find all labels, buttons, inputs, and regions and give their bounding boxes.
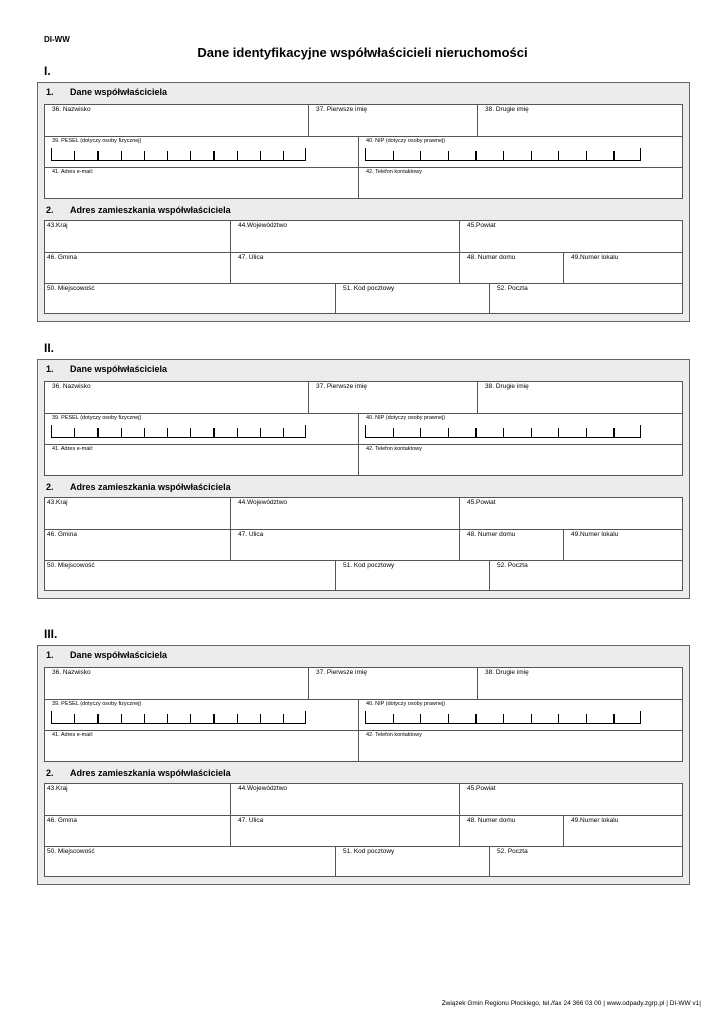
digit-box-divider <box>558 714 559 723</box>
page-footer: Związek Gmin Regionu Płockiego, tel./fax 24 366 03 00 | www.odpady.zgrp.pl | DI-WW v1| <box>441 1000 701 1007</box>
email-field[interactable]: 41. Adres e-mail: <box>52 169 94 175</box>
digit-box-divider <box>503 714 504 723</box>
owner-data-grid <box>44 381 683 476</box>
postal-code-field[interactable]: 51. Kod pocztowy <box>335 561 489 591</box>
digit-box-divider <box>393 428 394 437</box>
digit-box-divider <box>640 425 641 437</box>
country-field[interactable]: 43.Kraj <box>47 785 68 792</box>
digit-box-divider <box>121 151 122 160</box>
apartment-number-field[interactable]: 49.Numer lokalu <box>563 530 684 560</box>
digit-box-divider <box>167 151 168 160</box>
digit-box-divider <box>613 714 614 723</box>
voivodeship-field[interactable]: 44.Województwo <box>230 498 459 529</box>
post-office-field[interactable]: 52. Poczta <box>489 561 684 591</box>
house-number-field[interactable]: 48. Numer domu <box>459 253 563 283</box>
digit-box-divider <box>51 148 52 160</box>
surname-field[interactable]: 36. Nazwisko <box>52 106 91 113</box>
postal-code-field[interactable]: 51. Kod pocztowy <box>335 284 489 314</box>
digit-box-divider <box>365 711 366 723</box>
digit-box-divider <box>613 428 614 437</box>
surname-field[interactable]: 36. Nazwisko <box>52 383 91 390</box>
second-name-field[interactable]: 38. Drugie imię <box>477 382 684 413</box>
digit-box-divider <box>144 151 145 160</box>
nip-digit-boxes[interactable] <box>365 426 641 438</box>
subsection-header-address: 2. Adres zamieszkania współwłaściciela <box>46 768 231 778</box>
digit-box-divider <box>475 428 476 437</box>
locality-field[interactable]: 50. Miejscowość <box>47 562 95 569</box>
form-code: DI-WW <box>44 35 70 44</box>
pesel-field[interactable]: 39. PESEL (dotyczy osoby fizycznej) <box>45 414 358 444</box>
pesel-field[interactable]: 39. PESEL (dotyczy osoby fizycznej) <box>45 137 358 167</box>
digit-box-divider <box>51 711 52 723</box>
email-field[interactable]: 41. Adres e-mail: <box>52 446 94 452</box>
address-grid <box>44 497 683 591</box>
coowner-section-1 <box>37 82 690 322</box>
digit-box-divider <box>237 428 238 437</box>
street-field[interactable]: 47. Ulica <box>230 253 459 283</box>
pesel-digit-boxes[interactable] <box>51 426 306 438</box>
digit-box-divider <box>74 714 75 723</box>
digit-box-divider <box>448 151 449 160</box>
digit-box-divider <box>558 428 559 437</box>
nip-digit-boxes[interactable] <box>365 149 641 161</box>
digit-box-divider <box>121 428 122 437</box>
county-field[interactable]: 45.Powiat <box>459 221 684 252</box>
country-field[interactable]: 43.Kraj <box>47 499 68 506</box>
digit-box-divider <box>420 151 421 160</box>
digit-box-divider <box>586 151 587 160</box>
digit-box-divider <box>305 425 306 437</box>
address-grid <box>44 783 683 877</box>
locality-field[interactable]: 50. Miejscowość <box>47 848 95 855</box>
section-numeral: III. <box>44 627 58 641</box>
digit-box-divider <box>393 714 394 723</box>
section-numeral: I. <box>44 64 51 78</box>
digit-box-divider <box>531 151 532 160</box>
nip-field[interactable]: 40. NIP (dotyczy osoby prawnej) <box>358 700 684 730</box>
digit-box-divider <box>190 428 191 437</box>
digit-box-divider <box>260 714 261 723</box>
phone-field[interactable]: 42. Telefon kontaktowy <box>358 168 684 198</box>
digit-box-divider <box>503 428 504 437</box>
county-field[interactable]: 45.Powiat <box>459 498 684 529</box>
digit-box-divider <box>640 711 641 723</box>
municipality-field[interactable]: 46. Gmina <box>47 817 77 824</box>
surname-field[interactable]: 36. Nazwisko <box>52 669 91 676</box>
digit-box-divider <box>144 428 145 437</box>
digit-box-divider <box>448 714 449 723</box>
digit-box-divider <box>613 151 614 160</box>
digit-box-divider <box>503 151 504 160</box>
voivodeship-field[interactable]: 44.Województwo <box>230 221 459 252</box>
digit-box-divider <box>283 714 284 723</box>
pesel-digit-boxes[interactable] <box>51 712 306 724</box>
county-field[interactable]: 45.Powiat <box>459 784 684 815</box>
subsection-header-address: 2. Adres zamieszkania współwłaściciela <box>46 482 231 492</box>
subsection-header-address: 2. Adres zamieszkania współwłaściciela <box>46 205 231 215</box>
post-office-field[interactable]: 52. Poczta <box>489 847 684 877</box>
digit-box-divider <box>213 151 214 160</box>
coowner-section-2 <box>37 359 690 599</box>
digit-box-divider <box>190 714 191 723</box>
digit-box-divider <box>237 714 238 723</box>
digit-box-divider <box>74 151 75 160</box>
owner-data-grid <box>44 104 683 199</box>
coowner-section-3 <box>37 645 690 885</box>
digit-box-divider <box>260 428 261 437</box>
phone-field[interactable]: 42. Telefon kontaktowy <box>358 731 684 761</box>
digit-box-divider <box>97 151 98 160</box>
digit-box-divider <box>531 428 532 437</box>
second-name-field[interactable]: 38. Drugie imię <box>477 105 684 136</box>
pesel-field[interactable]: 39. PESEL (dotyczy osoby fizycznej) <box>45 700 358 730</box>
digit-box-divider <box>475 714 476 723</box>
digit-box-divider <box>167 428 168 437</box>
digit-box-divider <box>475 151 476 160</box>
digit-box-divider <box>283 428 284 437</box>
email-field[interactable]: 41. Adres e-mail: <box>52 732 94 738</box>
digit-box-divider <box>640 148 641 160</box>
digit-box-divider <box>74 428 75 437</box>
digit-box-divider <box>393 151 394 160</box>
digit-box-divider <box>305 148 306 160</box>
locality-field[interactable]: 50. Miejscowość <box>47 285 95 292</box>
subsection-header-owner-data: 1. Dane współwłaściciela <box>46 650 168 660</box>
pesel-digit-boxes[interactable] <box>51 149 306 161</box>
digit-box-divider <box>365 148 366 160</box>
municipality-field[interactable]: 46. Gmina <box>47 531 77 538</box>
digit-box-divider <box>586 714 587 723</box>
digit-box-divider <box>167 714 168 723</box>
postal-code-field[interactable]: 51. Kod pocztowy <box>335 847 489 877</box>
digit-box-divider <box>558 151 559 160</box>
address-grid <box>44 220 683 314</box>
digit-box-divider <box>420 428 421 437</box>
digit-box-divider <box>260 151 261 160</box>
owner-data-grid <box>44 667 683 762</box>
digit-box-divider <box>51 425 52 437</box>
digit-box-divider <box>97 428 98 437</box>
phone-field[interactable]: 42. Telefon kontaktowy <box>358 445 684 475</box>
first-name-field[interactable]: 37. Pierwsze imię <box>308 105 477 136</box>
digit-box-divider <box>448 428 449 437</box>
digit-box-divider <box>97 714 98 723</box>
post-office-field[interactable]: 52. Poczta <box>489 284 684 314</box>
digit-box-divider <box>283 151 284 160</box>
apartment-number-field[interactable]: 49.Numer lokalu <box>563 253 684 283</box>
house-number-field[interactable]: 48. Numer domu <box>459 530 563 560</box>
digit-box-divider <box>121 714 122 723</box>
voivodeship-field[interactable]: 44.Województwo <box>230 784 459 815</box>
digit-box-divider <box>531 714 532 723</box>
digit-box-divider <box>213 428 214 437</box>
digit-box-divider <box>190 151 191 160</box>
nip-digit-boxes[interactable] <box>365 712 641 724</box>
street-field[interactable]: 47. Ulica <box>230 530 459 560</box>
digit-box-divider <box>365 425 366 437</box>
country-field[interactable]: 43.Kraj <box>47 222 68 229</box>
digit-box-divider <box>586 428 587 437</box>
digit-box-divider <box>237 151 238 160</box>
digit-box-divider <box>305 711 306 723</box>
first-name-field[interactable]: 37. Pierwsze imię <box>308 382 477 413</box>
street-field[interactable]: 47. Ulica <box>230 816 459 846</box>
subsection-header-owner-data: 1. Dane współwłaściciela <box>46 87 168 97</box>
digit-box-divider <box>420 714 421 723</box>
nip-field[interactable]: 40. NIP (dotyczy osoby prawnej) <box>358 137 684 167</box>
second-name-field[interactable]: 38. Drugie imię <box>477 668 684 699</box>
house-number-field[interactable]: 48. Numer domu <box>459 816 563 846</box>
nip-field[interactable]: 40. NIP (dotyczy osoby prawnej) <box>358 414 684 444</box>
digit-box-divider <box>213 714 214 723</box>
subsection-header-owner-data: 1. Dane współwłaściciela <box>46 364 168 374</box>
page-title: Dane identyfikacyjne współwłaścicieli nieruchomości <box>197 45 528 60</box>
apartment-number-field[interactable]: 49.Numer lokalu <box>563 816 684 846</box>
municipality-field[interactable]: 46. Gmina <box>47 254 77 261</box>
section-numeral: II. <box>44 341 55 355</box>
first-name-field[interactable]: 37. Pierwsze imię <box>308 668 477 699</box>
digit-box-divider <box>144 714 145 723</box>
